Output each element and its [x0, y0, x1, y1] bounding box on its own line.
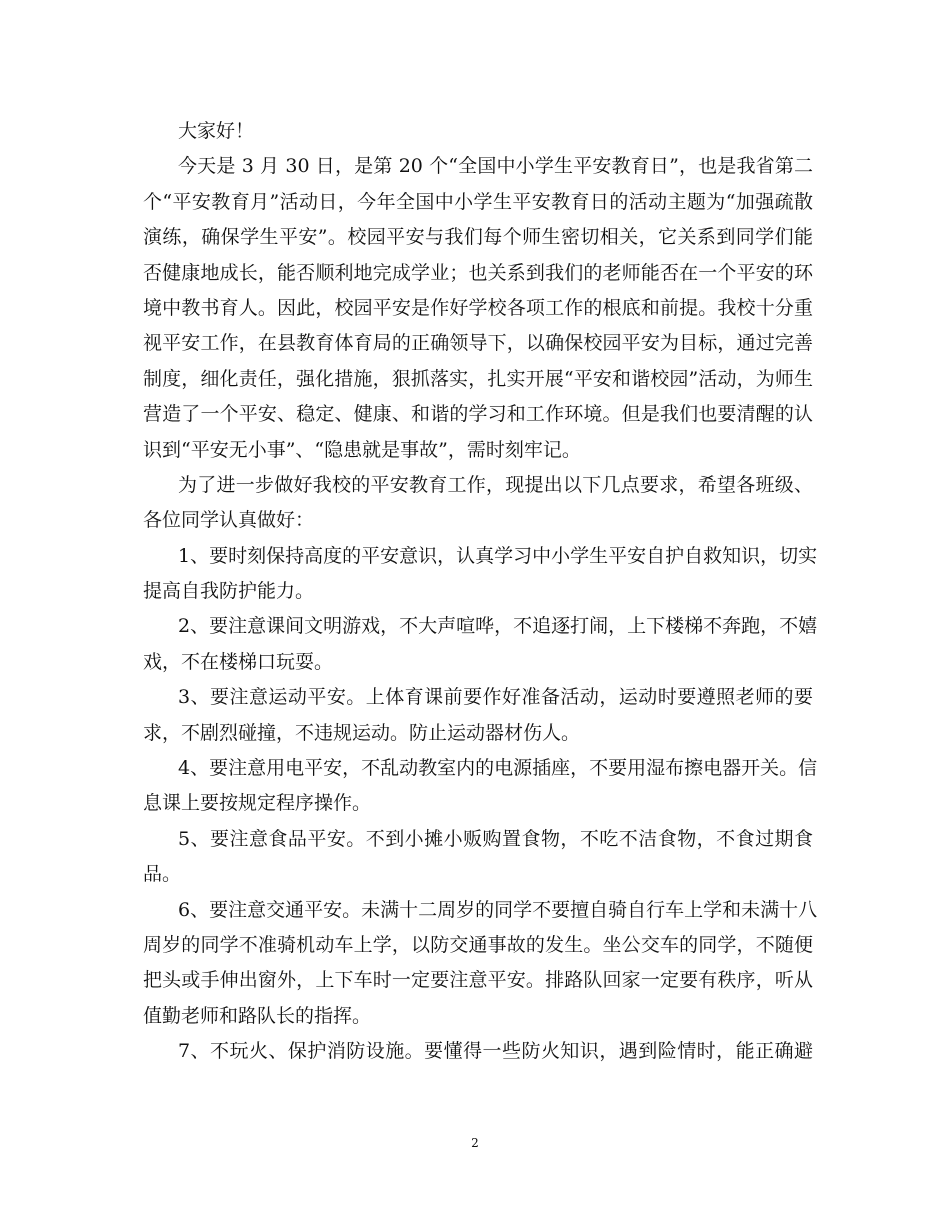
paragraph: [143, 1034, 813, 1069]
document-body: [143, 114, 818, 1070]
text-line: 值勤老师和路队长的指挥。: [143, 1004, 372, 1027]
page-number: 2: [471, 1136, 479, 1150]
paragraph: [143, 609, 818, 680]
text-line: 1、要时刻保持高度的平安意识，认真学习中小学生平安自护自救知识，切实: [178, 544, 818, 567]
text-line: 4、要注意用电平安，不乱动教室内的电源插座，不要用湿布擦电器开关。信: [178, 757, 818, 780]
paragraph: [143, 893, 818, 1035]
paragraph: [143, 539, 818, 610]
text-line: 2、要注意课间文明游戏，不大声喧哗，不追逐打闹，上下楼梯不奔跑，不嬉: [178, 615, 818, 638]
paragraph: [143, 751, 818, 822]
text-line: 制度，细化责任，强化措施，狠抓落实，扎实开展“平安和谐校园”活动，为师生: [143, 367, 813, 390]
text-line: 演练，确保学生平安”。校园平安与我们每个师生密切相关，它关系到同学们能: [143, 226, 813, 249]
text-line: 境中教书育人。因此，校园平安是作好学校各项工作的根底和前提。我校十分重: [143, 296, 813, 319]
text-line: 今天是 3 月 30 日，是第 20 个“全国中小学生平安教育日”，也是我省第二: [178, 155, 813, 178]
text-line: 个“平安教育月”活动日，今年全国中小学生平安教育日的活动主题为“加强疏散: [143, 190, 813, 213]
paragraph: [143, 114, 813, 149]
text-line: 戏，不在楼梯口玩耍。: [143, 650, 334, 673]
text-line: 把头或手伸出窗外，上下车时一定要注意平安。排路队回家一定要有秩序，听从: [143, 969, 813, 992]
text-line: 识到“平安无小事”、“隐患就是事故”，需时刻牢记。: [143, 438, 581, 461]
text-line: 营造了一个平安、稳定、健康、和谐的学习和工作环境。但是我们也要清醒的认: [143, 403, 813, 426]
text-line: 6、要注意交通平安。未满十二周岁的同学不要擅自骑自行车上学和未满十八: [178, 898, 818, 921]
text-line: 周岁的同学不准骑机动车上学，以防交通事故的发生。坐公交车的同学，不随便: [143, 933, 813, 956]
text-line: 7、不玩火、保护消防设施。要懂得一些防火知识，遇到险情时，能正确避: [178, 1040, 813, 1063]
text-line: 提高自我防护能力。: [143, 580, 315, 603]
text-line: 大家好！: [178, 120, 255, 142]
text-line: 各位同学认真做好：: [143, 509, 315, 532]
text-line: 3、要注意运动平安。上体育课前要作好准备活动，运动时要遵照老师的要: [178, 686, 813, 709]
paragraph: [143, 468, 813, 539]
text-line: 视平安工作，在县教育体育局的正确领导下，以确保校园平安为目标，通过完善: [143, 332, 813, 355]
paragraph: [143, 822, 813, 893]
paragraph: [143, 680, 813, 751]
text-line: 息课上要按规定程序操作。: [143, 792, 372, 815]
text-line: 为了进一步做好我校的平安教育工作，现提出以下几点要求，希望各班级、: [178, 473, 813, 496]
text-line: 求，不剧烈碰撞，不违规运动。防止运动器材伤人。: [143, 721, 581, 744]
text-line: 品。: [143, 863, 182, 886]
paragraph: [143, 149, 813, 468]
text-line: 否健康地成长，能否顺利地完成学业；也关系到我们的老师能否在一个平安的环: [143, 261, 813, 284]
text-line: 5、要注意食品平安。不到小摊小贩购置食物，不吃不洁食物，不食过期食: [178, 827, 813, 850]
